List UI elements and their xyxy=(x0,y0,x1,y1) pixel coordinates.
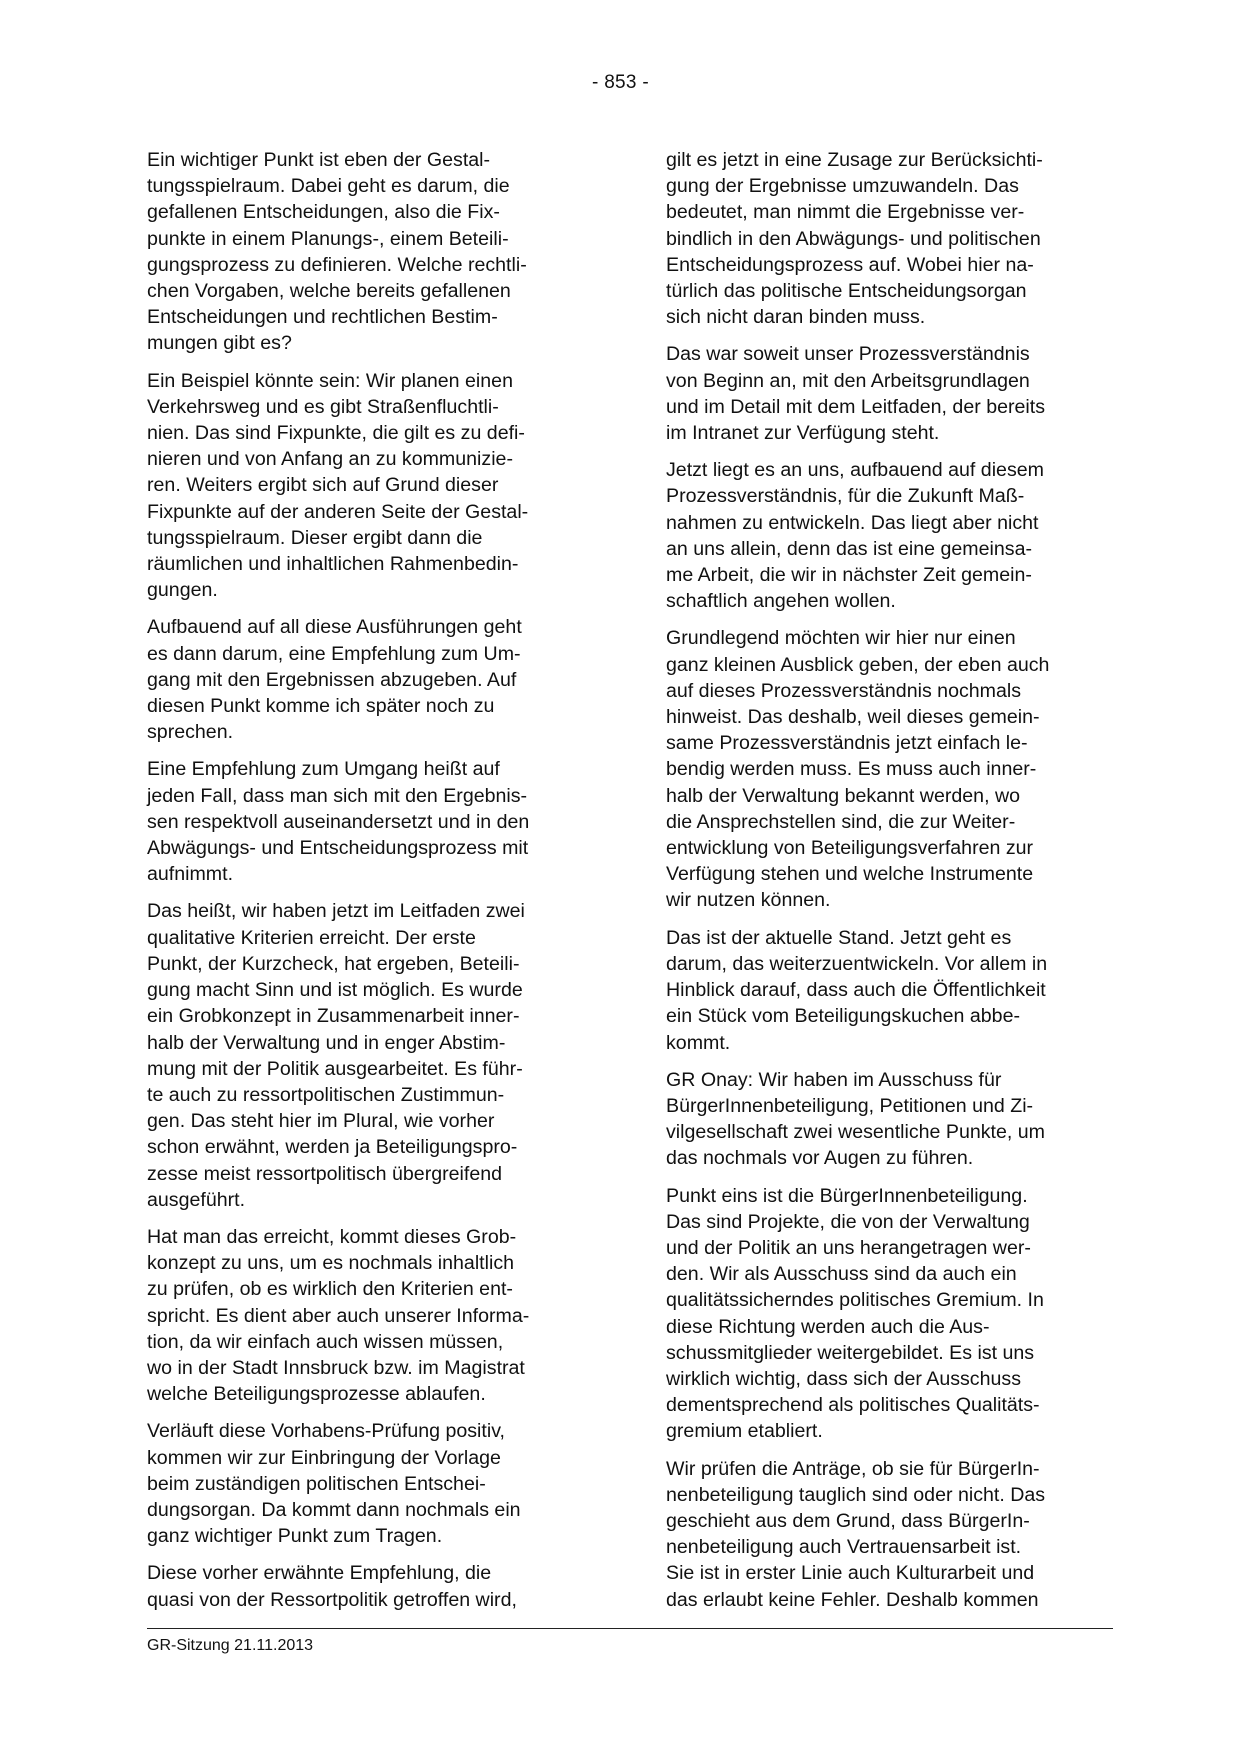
footer-session-date: GR-Sitzung 21.11.2013 xyxy=(147,1637,314,1654)
page-number: - 853 - xyxy=(591,72,649,93)
right-column xyxy=(666,147,1106,1624)
paragraph: Ein wichtiger Punkt ist eben der Gestal- tungsspielraum. Dabei geht es darum, die gefallenen Entscheidungen, also die Fix- punkte in einem Planungs-, einem Beteili- gungsprozess zu definieren. Welche rechtli- chen Vorgaben, welche bereits gefallenen Entscheidungen und rechtlichen Bestim- mungen gibt es? xyxy=(147,149,527,355)
paragraph: Diese vorher erwähnte Empfehlung, die quasi von der Ressortpolitik getroffen wird, xyxy=(147,1562,517,1611)
paragraph: Wir prüfen die Anträge, ob sie für BürgerIn- nenbeteiligung tauglich sind oder nicht. Das geschieht aus dem Grund, dass BürgerIn- nenbeteiligung auch Vertrauensarbeit ist. Sie ist in erster Linie auch Kulturarbeit und das erlaubt keine Fehler. Deshalb kommen xyxy=(666,1457,1046,1611)
paragraph: Aufbauend auf all diese Ausführungen geht es dann darum, eine Empfehlung zum Um- gang mit den Ergebnissen abzugeben. Auf diesen Punkt komme ich später noch zu sprechen. xyxy=(147,616,522,744)
paragraph: gilt es jetzt in eine Zusage zur Berücksichti- gung der Ergebnisse umzuwandeln. Das bedeutet, man nimmt die Ergebnisse ver- bindlich in den Abwägungs- und politischen Entscheidungsprozess auf. Wobei hier na- türlich das politische Entscheidungsorgan sich nicht daran binden muss. xyxy=(666,149,1043,329)
footer-divider xyxy=(147,1628,1113,1629)
paragraph: GR Onay: Wir haben im Ausschuss für BürgerInnenbeteiligung, Petitionen und Zi- vilgesellschaft zwei wesentliche Punkte, um das nochmals vor Augen zu führen. xyxy=(666,1068,1045,1170)
left-column xyxy=(147,147,587,1624)
paragraph: Punkt eins ist die BürgerInnenbeteiligung. Das sind Projekte, die von der Verwaltung und der Politik an uns herangetragen wer- den. Wir als Ausschuss sind da auch ein qualitätssicherndes politisches Gremium. In diese Richtung werden auch die Aus- schussmitglieder weitergebildet. Es ist uns wirklich wichtig, dass sich der Ausschuss dementsprechend als politisches Qualitäts- gremium etabliert. xyxy=(666,1184,1044,1443)
paragraph: Eine Empfehlung zum Umgang heißt auf jeden Fall, dass man sich mit den Ergebnis- sen respektvoll auseinandersetzt und in den Abwägungs- und Entscheidungsprozess mit aufnimmt. xyxy=(147,758,530,886)
paragraph: Jetzt liegt es an uns, aufbauend auf diesem Prozessverständnis, für die Zukunft Maß- nahmen zu entwickeln. Das liegt aber nicht an uns allein, denn das ist eine gemeinsa- me Arbeit, die wir in nächster Zeit gemein- schaftlich angehen wollen. xyxy=(666,459,1044,613)
paragraph: Das heißt, wir haben jetzt im Leitfaden zwei qualitative Kriterien erreicht. Der erste Punkt, der Kurzcheck, hat ergeben, Beteili- gung macht Sinn und ist möglich. Es wurde ein Grobkonzept in Zusammenarbeit inner- halb der Verwaltung und in enger Abstim- mung mit der Politik ausgearbeitet. Es führ- te auch zu ressortpolitischen Zustimmun- gen. Das steht hier im Plural, wie vorher schon erwähnt, werden ja Beteiligungspro- zesse meist ressortpolitisch übergreifend ausgeführt. xyxy=(147,900,525,1211)
paragraph: Ein Beispiel könnte sein: Wir planen einen Verkehrsweg und es gibt Straßenfluchtli- nien. Das sind Fixpunkte, die gilt es zu defi- nieren und von Anfang an zu kommunizie- ren. Weiters ergibt sich auf Grund dieser Fixpunkte auf der anderen Seite der Gestal- tungsspielraum. Dieser ergibt dann die räumlichen und inhaltlichen Rahmenbedin- gungen. xyxy=(147,369,529,602)
paragraph: Das ist der aktuelle Stand. Jetzt geht es darum, das weiterzuentwickeln. Vor allem in Hinblick darauf, dass auch die Öffentlichkeit ein Stück vom Beteiligungskuchen abbe- kommt. xyxy=(666,926,1048,1054)
paragraph: Hat man das erreicht, kommt dieses Grob- konzept zu uns, um es nochmals inhaltlich zu prüfen, ob es wirklich den Kriterien ent- spricht. Es dient aber auch unserer Informa- tion, da wir einfach auch wissen müssen, wo in der Stadt Innsbruck bzw. im Magistrat welche Beteiligungsprozesse ablaufen. xyxy=(147,1225,530,1406)
paragraph: Grundlegend möchten wir hier nur einen ganz kleinen Ausblick geben, der eben auch auf dieses Prozessverständnis nochmals hinweist. Das deshalb, weil dieses gemein- same Prozessverständnis jetzt einfach le- bendig werden muss. Es muss auch inner- halb der Verwaltung bekannt werden, wo die Ansprechstellen sind, die zur Weiter- entwicklung von Beteiligungsverfahren zur Verfügung stehen und welche Instrumente wir nutzen können. xyxy=(666,627,1050,912)
paragraph: Das war soweit unser Prozessverständnis von Beginn an, mit den Arbeitsgrundlagen und im Detail mit dem Leitfaden, der bereits im Intranet zur Verfügung steht. xyxy=(666,343,1045,445)
paragraph: Verläuft diese Vorhabens-Prüfung positiv, kommen wir zur Einbringung der Vorlage beim zuständigen politischen Entschei- dungsorgan. Da kommt dann nochmals ein ganz wichtiger Punkt zum Tragen. xyxy=(147,1420,521,1548)
